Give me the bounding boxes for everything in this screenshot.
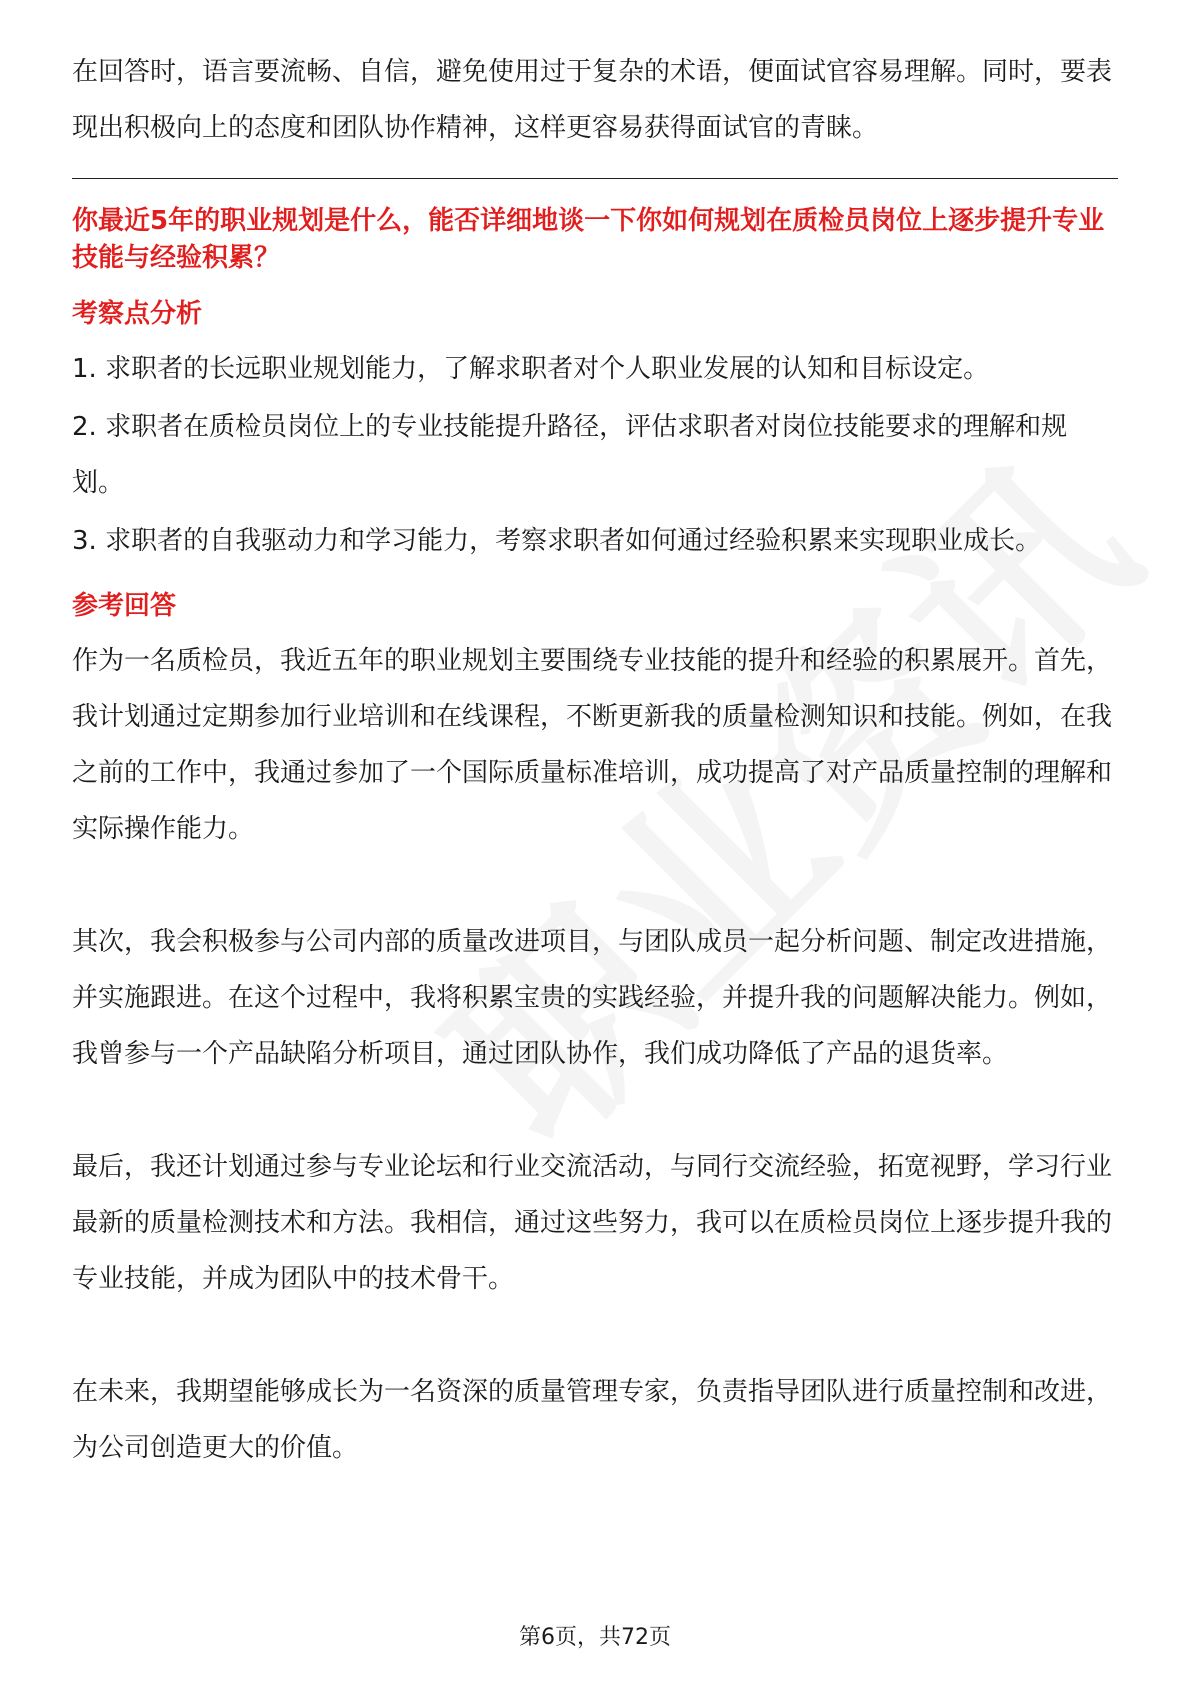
- analysis-points: [72, 341, 1118, 569]
- answer-paragraph: 在未来，我期望能够成长为一名资深的质量管理专家，负责指导团队进行质量控制和改进，为公司创造更大的价值。: [72, 1377, 1113, 1463]
- analysis-point: 2. 求职者在质检员岗位上的专业技能提升路径，评估求职者对岗位技能要求的理解和规划。: [72, 412, 1068, 498]
- page-number: 第6页，共72页: [519, 1625, 671, 1650]
- intro-paragraph: 在回答时，语言要流畅、自信，避免使用过于复杂的术语，便面试官容易理解。同时，要表现出积极向上的态度和团队协作精神，这样更容易获得面试官的青睐。: [72, 57, 1113, 143]
- answer-title: 参考回答: [72, 591, 177, 621]
- answer-paragraph: 最后，我还计划通过参与专业论坛和行业交流活动，与同行交流经验，拓宽视野，学习行业最新的质量检测技术和方法。我相信，通过这些努力，我可以在质检员岗位上逐步提升我的专业技能，并成为团队中的技术骨干。: [72, 1152, 1113, 1294]
- analysis-point: 1. 求职者的长远职业规划能力，了解求职者对个人职业发展的认知和目标设定。: [72, 354, 990, 384]
- answer-paragraph: 作为一名质检员，我近五年的职业规划主要围绕专业技能的提升和经验的积累展开。首先，我计划通过定期参加行业培训和在线课程，不断更新我的质量检测知识和技能。例如，在我之前的工作中，我通过参加了一个国际质量标准培训，成功提高了对产品质量控制的理解和实际操作能力。: [72, 646, 1113, 844]
- question-heading: 你最近5年的职业规划是什么，能否详细地谈一下你如何规划在质检员岗位上逐步提升专业技能与经验积累？: [72, 206, 1105, 273]
- analysis-point: 3. 求职者的自我驱动力和学习能力，考察求职者如何通过经验积累来实现职业成长。: [72, 526, 1042, 556]
- answer-body: [72, 633, 1118, 1476]
- section-divider: [72, 178, 1118, 179]
- analysis-title: 考察点分析: [72, 299, 203, 329]
- answer-paragraph: 其次，我会积极参与公司内部的质量改进项目，与团队成员一起分析问题、制定改进措施，并实施跟进。在这个过程中，我将积累宝贵的实践经验，并提升我的问题解决能力。例如，我曾参与一个产品缺陷分析项目，通过团队协作，我们成功降低了产品的退货率。: [72, 927, 1113, 1069]
- page-content: [72, 44, 1118, 1476]
